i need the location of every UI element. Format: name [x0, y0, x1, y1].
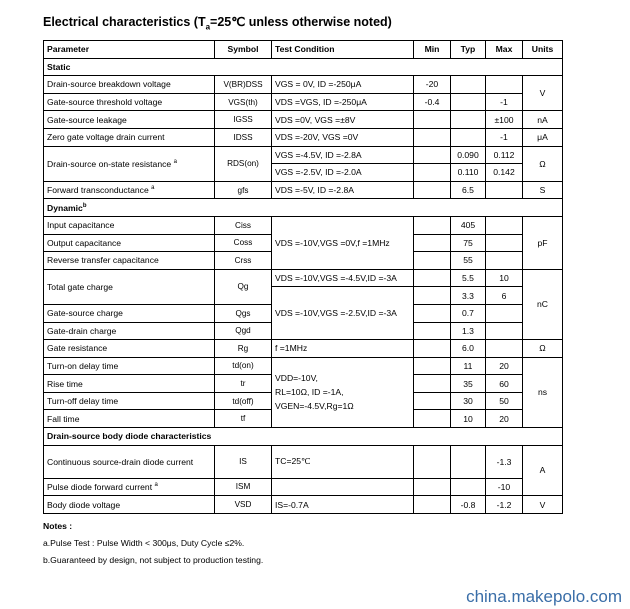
header-units: Units: [523, 41, 563, 59]
section-dynamic: Dynamic$^b$: [44, 199, 563, 217]
header-row: [44, 41, 563, 59]
watermark: china.makepolo.com: [466, 587, 622, 606]
table-row: Zero gate voltage drain current IDSS VDS =-20V, VGS =0V -1 μA: [44, 128, 563, 146]
table-row: Gate-drain charge Qgd 1.3: [44, 322, 563, 340]
section-diode: Drain-source body diode characteristics: [44, 428, 563, 446]
notes: [43, 518, 263, 569]
header-min: Min: [414, 41, 451, 59]
table-row: Body diode voltage VSD IS=-0.7A -0.8 -1.2 V: [44, 496, 563, 514]
table-row: Gate-source leakage IGSS VDS =0V, VGS =±8V ±100 nA: [44, 111, 563, 129]
table-row: Gate-source charge Qgs 0.7: [44, 304, 563, 322]
table-row: Rise time tr 35 60: [44, 375, 563, 393]
note-a: a.Pulse Test : Pulse Width < 300μs, Duty Cycle ≤2%.: [43, 538, 245, 548]
header-test-condition: Test Condition: [272, 41, 414, 59]
table-row: Turn-off delay time td(off) 30 50: [44, 392, 563, 410]
note-b: b.Guaranteed by design, not subject to production testing.: [43, 555, 264, 565]
table-row: VGS =-2.5V, ID =-2.0A 0.110 0.142: [44, 164, 563, 182]
table-row: Output capacitance Coss 75: [44, 234, 563, 252]
table-row: Reverse transfer capacitance Crss 55: [44, 252, 563, 270]
characteristics-table: [43, 40, 563, 514]
header-max: Max: [486, 41, 523, 59]
table-row: Fall time tf 10 20: [44, 410, 563, 428]
section-static: Static: [44, 58, 563, 76]
table-row: VDS =-10V,VGS =-2.5V,ID =-3A 3.3 6: [44, 287, 563, 305]
notes-heading: Notes :: [43, 521, 73, 531]
table-row: Forward transconductance $^a$ gfs VDS =-5V, ID =-2.8A 6.5 S: [44, 181, 563, 199]
header-parameter: Parameter: [44, 41, 215, 59]
header-symbol: Symbol: [215, 41, 272, 59]
table-row: Drain-source breakdown voltage V(BR)DSS VGS = 0V, ID =-250μA -20 V: [44, 76, 563, 94]
table-row: Drain-source on-state resistance $^a$ RDS(on) VGS =-4.5V, ID =-2.8A 0.090 0.112 Ω: [44, 146, 563, 164]
header-typ: Typ: [451, 41, 486, 59]
table-row: Gate resistance Rg f =1MHz 6.0 Ω: [44, 340, 563, 358]
table-row: Total gate charge Qg VDS =-10V,VGS =-4.5V,ID =-3A 5.5 10 nC: [44, 269, 563, 287]
table-row: Input capacitance Ciss VDS =-10V,VGS =0V,f =1MHz 405 pF: [44, 216, 563, 234]
table-row: Continuous source-drain diode current IS TC=25℃ -1.3 A: [44, 445, 563, 478]
table-row: Turn-on delay time td(on) VDD=-10V, RL=10Ω, ID =-1A, VGEN=-4.5V,Rg=1Ω 11 20 ns: [44, 357, 563, 375]
table-row: Gate-source threshold voltage VGS(th) VDS =VGS, ID =-250μA -0.4 -1: [44, 93, 563, 111]
table-row: Pulse diode forward current $^a$ ISM -10: [44, 478, 563, 496]
page-title: Electrical characteristics ($T_a=25℃$ unless otherwise noted): [43, 15, 392, 32]
